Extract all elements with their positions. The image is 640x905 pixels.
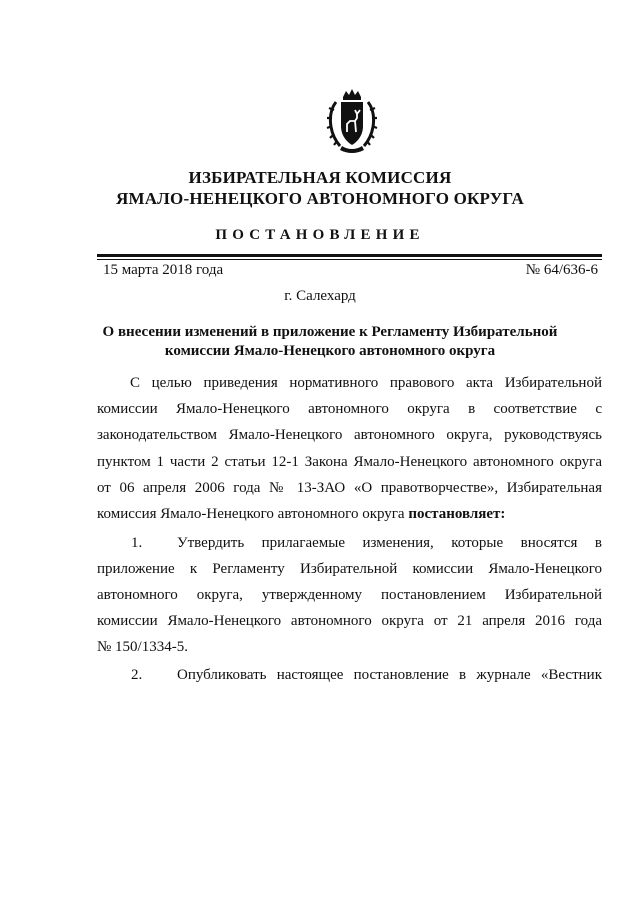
coat-of-arms-icon — [322, 88, 382, 154]
item1-line: комиссии Ямало-Ненецкого автономного округа от 21 апреля 2016 года — [97, 613, 602, 629]
preamble-line: С целью приведения нормативного правового акта Избирательной — [130, 375, 602, 391]
document-date: 15 марта 2018 года — [103, 262, 224, 278]
preamble-line: от 06 апреля 2006 года № 13-ЗАО «О правотворчестве», Избирательная — [97, 480, 602, 496]
preamble-last-line — [97, 506, 602, 523]
item2-line: Опубликовать настоящее постановление в журнале «Вестник — [177, 667, 602, 683]
item1-number: 1. — [131, 535, 143, 551]
preamble-line: законодательством Ямало-Ненецкого автономного округа, руководствуясь — [97, 427, 602, 443]
item1-line: автономного округа, утвержденному постановлением Избирательной — [97, 587, 602, 603]
header-divider-thin — [97, 259, 602, 260]
document-type: ПОСТАНОВЛЕНИЕ — [215, 227, 425, 243]
item2-number: 2. — [131, 667, 143, 683]
decides-word: постановляет: — [408, 506, 506, 522]
document-city: г. Салехард — [284, 288, 356, 304]
item1-line: № 150/1334-5. — [97, 639, 188, 655]
preamble-line: пунктом 1 части 2 статьи 12-1 Закона Ямало-Ненецкого автономного округа — [97, 454, 602, 470]
item1-line: приложение к Регламенту Избирательной комиссии Ямало-Ненецкого — [97, 561, 602, 577]
preamble-line: комиссии Ямало-Ненецкого автономного округа в соответствие с — [97, 401, 602, 417]
subject-line1: О внесении изменений в приложение к Регламенту Избирательной — [102, 324, 558, 340]
header-divider-thick — [97, 254, 602, 257]
document-number: № 64/636-6 — [525, 262, 598, 278]
org-title-line2: ЯМАЛО-НЕНЕЦКОГО АВТОНОМНОГО ОКРУГА — [115, 189, 525, 208]
preamble-line: комиссия Ямало-Ненецкого автономного округа — [97, 506, 405, 522]
subject-line2: комиссии Ямало-Ненецкого автономного округа — [164, 343, 496, 359]
org-title-line1: ИЗБИРАТЕЛЬНАЯ КОМИССИЯ — [188, 168, 452, 187]
item1-line: Утвердить прилагаемые изменения, которые вносятся в — [177, 535, 602, 551]
